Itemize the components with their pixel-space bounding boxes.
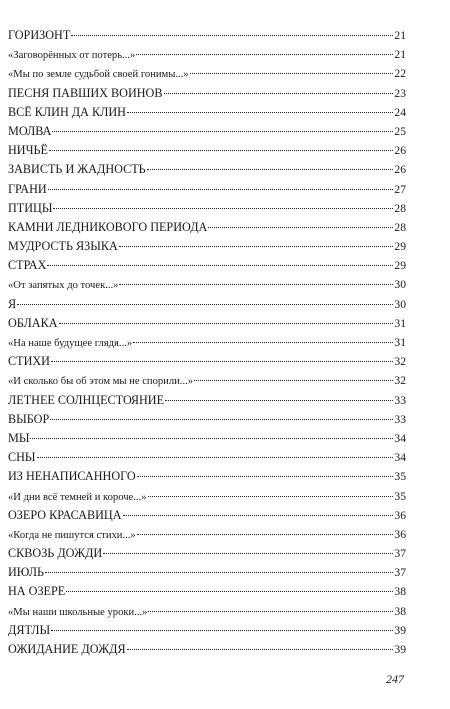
toc-entry-title: «Когда не пишутся стихи...» <box>8 529 136 541</box>
dot-leader <box>49 150 393 151</box>
toc-entry <box>8 45 406 64</box>
dot-leader <box>123 515 394 516</box>
toc-entry-title: ИЮЛЬ <box>8 565 44 580</box>
dot-leader <box>66 591 393 592</box>
toc-entry-page: 35 <box>394 470 406 484</box>
toc-entry-title: «Мы наши школьные уроки...» <box>8 606 148 618</box>
toc-entry-page: 39 <box>394 623 406 637</box>
dot-leader <box>127 649 394 650</box>
toc-entry-page: 35 <box>394 489 406 503</box>
page-number: 247 <box>386 672 404 686</box>
toc-entry-title: СТРАХ <box>8 258 47 273</box>
toc-entry <box>8 64 406 83</box>
toc-entry-page: 32 <box>394 355 406 369</box>
dot-leader <box>51 361 393 362</box>
dot-leader <box>208 227 393 228</box>
toc-entry <box>8 141 406 160</box>
toc-entry-title: ПЕСНЯ ПАВШИХ ВОИНОВ <box>8 85 163 100</box>
toc-entry <box>8 103 406 122</box>
toc-entry-title: МОЛВА <box>8 123 52 138</box>
toc-entry <box>8 26 406 45</box>
dot-leader <box>53 208 393 209</box>
dot-leader <box>148 611 393 612</box>
toc-entry <box>8 544 406 563</box>
toc-entry-page: 39 <box>394 643 406 656</box>
toc-entry-title: КАМНИ ЛЕДНИКОВОГО ПЕРИОДА <box>8 219 208 234</box>
toc-entry-title: ПТИЦЫ <box>8 200 53 215</box>
toc-entry-page: 26 <box>394 163 406 177</box>
toc-entry <box>8 429 406 448</box>
toc-entry-title: «Мы по земле судьбой своей гонимы...» <box>8 69 189 81</box>
dot-leader <box>119 246 394 247</box>
toc-entry <box>8 467 406 486</box>
toc-entry-page: 29 <box>394 259 406 273</box>
toc-entry-page: 28 <box>394 201 406 215</box>
dot-leader <box>71 35 393 36</box>
toc-entry-page: 22 <box>394 67 406 81</box>
toc-entry-title: НА ОЗЕРЕ <box>8 584 66 599</box>
toc-entry-title: «От запятых до точек...» <box>8 280 119 292</box>
toc-entry-page: 26 <box>394 144 406 158</box>
toc-entry <box>8 84 406 103</box>
toc-entry <box>8 506 406 525</box>
toc-entry-page: 34 <box>394 431 406 445</box>
toc-entry-page: 21 <box>394 48 406 62</box>
dot-leader <box>165 400 393 401</box>
toc-entry-title: «И дни всё темней и короче...» <box>8 491 147 503</box>
toc-entry-page: 27 <box>394 182 406 196</box>
toc-entry-title: Я <box>8 296 17 311</box>
toc-entry-page: 25 <box>394 124 406 138</box>
toc-entry-title: МЫ <box>8 430 30 445</box>
toc-entry <box>8 275 406 294</box>
toc-entry <box>8 602 406 621</box>
toc-entry <box>8 122 406 141</box>
toc-entry-title: СНЫ <box>8 450 36 465</box>
toc-entry-page: 21 <box>394 29 406 42</box>
toc-entry-title: ВЫБОР <box>8 411 50 426</box>
toc-entry-page: 23 <box>394 86 406 100</box>
toc-entry-page: 37 <box>394 566 406 580</box>
toc-entry <box>8 391 406 410</box>
toc-entry-page: 33 <box>394 393 406 407</box>
toc-entry-title: ИЗ НЕНАПИСАННОГО <box>8 469 136 484</box>
toc-entry-title: «И сколько бы об этом мы не спорили...» <box>8 376 194 388</box>
toc-entry-page: 24 <box>394 105 406 119</box>
dot-leader <box>147 169 394 170</box>
toc-entry-title: «Заговорённых от потерь...» <box>8 50 136 62</box>
toc-entry <box>8 640 406 659</box>
toc-entry-page: 31 <box>394 336 406 349</box>
toc-entry <box>8 525 406 544</box>
dot-leader <box>52 131 393 132</box>
toc-entry-title: НИЧЬЁ <box>8 143 48 158</box>
toc-entry <box>8 563 406 582</box>
toc-entry <box>8 333 406 352</box>
dot-leader <box>194 380 393 381</box>
dot-leader <box>47 265 393 266</box>
toc-entry-page: 38 <box>394 585 406 599</box>
toc-entry-title: ВСЁ КЛИН ДА КЛИН <box>8 104 126 119</box>
dot-leader <box>137 476 394 477</box>
toc-entry <box>8 621 406 640</box>
toc-entry-title: ГРАНИ <box>8 181 47 196</box>
dot-leader <box>164 93 394 94</box>
dot-leader <box>119 284 393 285</box>
toc-entry-page: 34 <box>394 451 406 465</box>
toc-entry <box>8 487 406 506</box>
toc-entry-page: 29 <box>394 240 406 254</box>
toc-entry-page: 33 <box>394 412 406 426</box>
toc-entry-title: ОЗЕРО КРАСАВИЦА <box>8 507 122 522</box>
toc-entry-title: ЗАВИСТЬ И ЖАДНОСТЬ <box>8 162 146 177</box>
toc-entry <box>8 256 406 275</box>
toc-entry-title: ЛЕТНЕЕ СОЛНЦЕСТОЯНИЕ <box>8 392 165 407</box>
dot-leader <box>148 496 394 497</box>
toc-entry-page: 38 <box>394 604 406 618</box>
dot-leader <box>37 457 394 458</box>
toc-entry <box>8 582 406 601</box>
toc-entry-page: 36 <box>394 508 406 522</box>
toc-entry-title: СТИХИ <box>8 354 50 369</box>
toc-entry-page: 30 <box>394 278 406 292</box>
dot-leader <box>51 630 393 631</box>
toc-entry-title: ДЯТЛЫ <box>8 622 51 637</box>
dot-leader <box>50 419 393 420</box>
dot-leader <box>103 553 393 554</box>
toc-entry-title: ГОРИЗОНТ <box>8 28 71 42</box>
toc-entry <box>8 237 406 256</box>
toc-entry <box>8 218 406 237</box>
toc-entry-page: 30 <box>394 297 406 311</box>
dot-leader <box>48 189 394 190</box>
dot-leader <box>137 534 394 535</box>
toc-entry <box>8 371 406 390</box>
toc-entry-page: 31 <box>394 316 406 330</box>
toc-entry <box>8 314 406 333</box>
toc-entry-page: 37 <box>394 547 406 561</box>
toc-entry <box>8 180 406 199</box>
toc-entry-title: МУДРОСТЬ ЯЗЫКА <box>8 239 118 254</box>
toc-entry <box>8 199 406 218</box>
toc-entry-title: ОЖИДАНИЕ ДОЖДЯ <box>8 642 126 656</box>
toc-entry <box>8 352 406 371</box>
dot-leader <box>59 323 394 324</box>
dot-leader <box>45 572 393 573</box>
toc-entry <box>8 448 406 467</box>
toc-entry-page: 36 <box>394 527 406 541</box>
toc-entry-page: 32 <box>394 374 406 388</box>
toc-entry <box>8 160 406 179</box>
dot-leader <box>136 54 393 55</box>
toc-entry <box>8 295 406 314</box>
toc-entry-title: «На наше будущее глядя...» <box>8 338 133 349</box>
table-of-contents <box>8 26 406 659</box>
toc-entry-page: 28 <box>394 220 406 234</box>
dot-leader <box>30 438 393 439</box>
toc-entry-title: СКВОЗЬ ДОЖДИ <box>8 546 103 561</box>
toc-entry-title: ОБЛАКА <box>8 315 58 330</box>
dot-leader <box>190 73 394 74</box>
dot-leader <box>127 112 393 113</box>
toc-entry <box>8 410 406 429</box>
dot-leader <box>17 304 393 305</box>
dot-leader <box>133 342 393 343</box>
